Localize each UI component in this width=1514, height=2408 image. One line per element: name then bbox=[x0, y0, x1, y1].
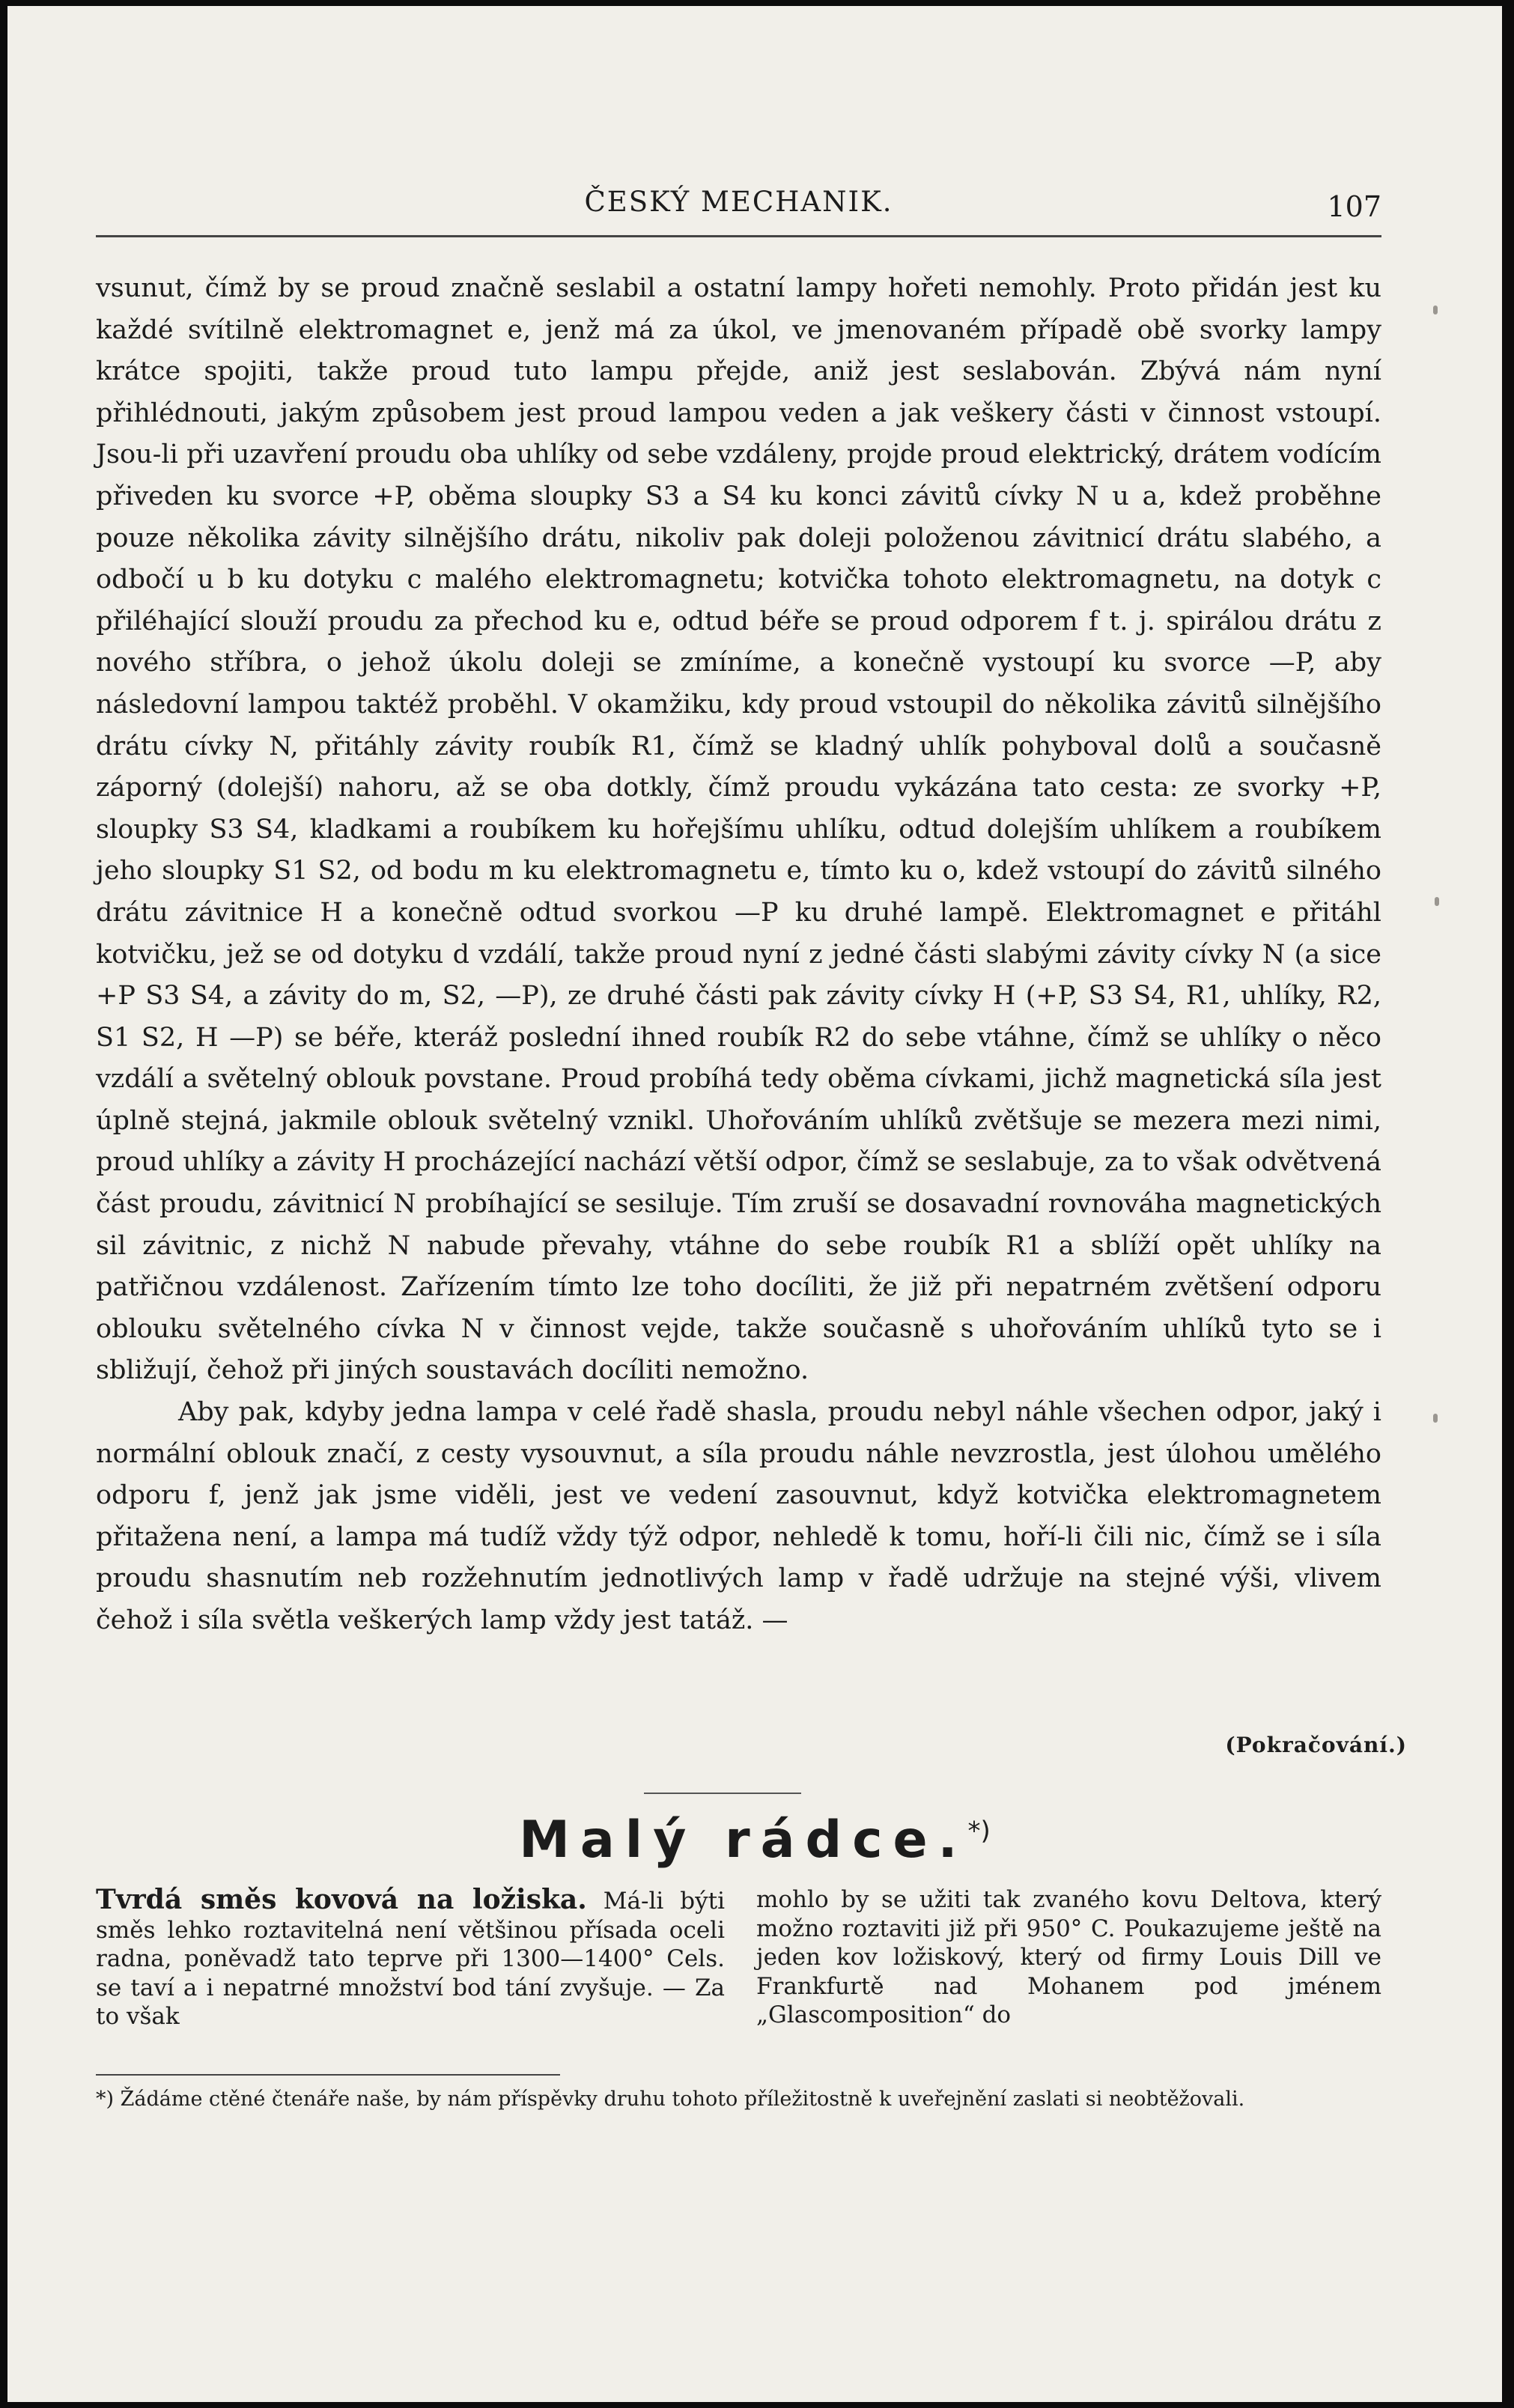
section-title-text: Malý rádce. bbox=[519, 1810, 968, 1870]
footnote-mark: *) bbox=[96, 2088, 115, 2111]
footnote-rule bbox=[96, 2074, 560, 2076]
article-text-right: mohlo by se užiti tak zvaného kovu Deltova, který možno roztaviti již při 950° C. Poukazujeme ještě na jeden kov ložiskový, který od firmy Louis Dill ve Frankfurtě nad Mohanem pod jménem „Glascomposition“ do bbox=[756, 1886, 1381, 2028]
margin-speck bbox=[1433, 1414, 1438, 1423]
footnote bbox=[96, 2086, 1381, 2113]
header-rule bbox=[96, 235, 1381, 237]
body-paragraph: Aby pak, kdyby jedna lampa v celé řadě shasla, proudu nebyl náhle všechen odpor, jaký i normální oblouk značí, z cesty vysouvnut, a síla proudu náhle nevzrostla, jest úlohou umělého odporu f, jenž jak jsme viděli, jest ve vedení zasouvnut, když kotvička elektromagnetem přitažena není, a lampa má tudíž vždy týž odpor, nehledě k tomu, hoří-li čili nic, čímž se i síla proudu shasnutím neb rozžehnutím jednotlivých lamp v řadě udržuje na stejné výši, vlivem čehož i síla světla veškerých lamp vždy jest tatáž. — bbox=[96, 1397, 1381, 1635]
column-left bbox=[96, 1885, 725, 2031]
margin-speck bbox=[1433, 305, 1438, 314]
footnote-text: Žádáme ctěné čtenáře naše, by nám příspěvky druhu tohoto příležitostně k uveřejnění zaslati si neobtěžovali. bbox=[120, 2088, 1245, 2111]
section-divider bbox=[644, 1793, 801, 1794]
article-heading: Tvrdá směs kovová na ložiska. bbox=[96, 1884, 587, 1915]
article-body bbox=[96, 268, 1381, 1642]
article-text-left: Má-li býti směs lehko roztavitelná není většinou přísada oceli radna, poněvadž tato teprve při 1300—1400° Cels. se taví a i nepatrné množství bod tání zvyšuje. — Za to však bbox=[96, 1888, 725, 2030]
footnote-marker: *) bbox=[967, 1816, 991, 1846]
page-number: 107 bbox=[1327, 190, 1381, 223]
section-title bbox=[7, 1810, 1502, 1870]
body-paragraph: vsunut, čímž by se proud značně seslabil a ostatní lampy hořeti nemohly. Proto přidán jest ku každé svítilně elektromagnet e, jenž má za úkol, ve jmenovaném případě obě svorky lampy krátce spojiti, takže proud tuto lampu přejde, aniž jest seslabován. Zbývá nám nyní přihlédnouti, jakým způsobem jest proud lampou veden a jak veškery části v činnost vstoupí. Jsou-li při uzavření proudu oba uhlíky od sebe vzdáleny, projde proud elektrický, drátem vodícím přiveden ku svorce +P, oběma sloupky S3 a S4 ku konci závitů cívky N u a, kdež proběhne pouze několika závity silnějšího drátu, nikoliv pak doleji položenou závitnicí drátu slabého, a odbočí u b ku dotyku c malého elektromagnetu; kotvička tohoto elektromagnetu, na dotyk c přiléhající slouží proudu za přechod ku e, odtud béře se proud odporem f t. j. spirálou drátu z nového stříbra, o jehož úkolu doleji se zmíníme, a konečně vystoupí ku svorce —P, aby následovní lampou taktéž proběhl. V okamžiku, kdy proud vstoupil do několika závitů silnějšího drátu cívky N, přitáhly závity roubík R1, čímž se kladný uhlík pohyboval dolů a současně záporný (dolejší) nahoru, až se oba dotkly, čímž proudu vykázána tato cesta: ze svorky +P, sloupky S3 S4, kladkami a roubíkem ku hořejšímu uhlíku, odtud dolejším uhlíkem a roubíkem jeho sloupky S1 S2, od bodu m ku elektromagnetu e, tímto ku o, kdež vstoupí do závitů silného drátu závitnice H a konečně odtud svorkou —P ku druhé lampě. Elektromagnet e přitáhl kotvičku, jež se od dotyku d vzdálí, takže proud nyní z jedné části slabými závity cívky N (a sice +P S3 S4, a závity do m, S2, —P), ze druhé části pak závity cívky H (+P, S3 S4, R1, uhlíky, R2, S1 S2, H —P) se béře, kteráž poslední ihned roubík R2 do sebe vtáhne, čímž se uhlíky o něco vzdálí a světelný oblouk povstane. Proud probíhá tedy oběma cívkami, jichž magnetická síla jest úplně stejná, jakmile oblouk světelný vznikl. Uhořováním uhlíků zvětšuje se mezera mezi nimi, proud uhlíky a závity H procházející nachází větší odpor, čímž se seslabuje, za to však odvětvená část proudu, závitnicí N probíhající se sesiluje. Tím zruší se dosavadní rovnováha magnetických sil závitnic, z nichž N nabude převahy, vtáhne do sebe roubík R1 a sblíží opět uhlíky na patřičnou vzdálenost. Zařízením tímto lze toho docíliti, že již při nepatrném zvětšení odporu oblouku světelného cívka N v činnost vejde, takže současně s uhořováním uhlíků tyto se i sbližují, čehož při jiných soustavách docíliti nemožno. bbox=[96, 273, 1381, 1386]
running-header bbox=[96, 186, 1381, 231]
book-page bbox=[7, 6, 1502, 2402]
journal-title: ČESKÝ MECHANIK. bbox=[584, 186, 893, 218]
margin-speck bbox=[1435, 897, 1439, 906]
continuation-note: (Pokračování.) bbox=[1225, 1733, 1407, 1757]
column-right bbox=[756, 1885, 1381, 2030]
